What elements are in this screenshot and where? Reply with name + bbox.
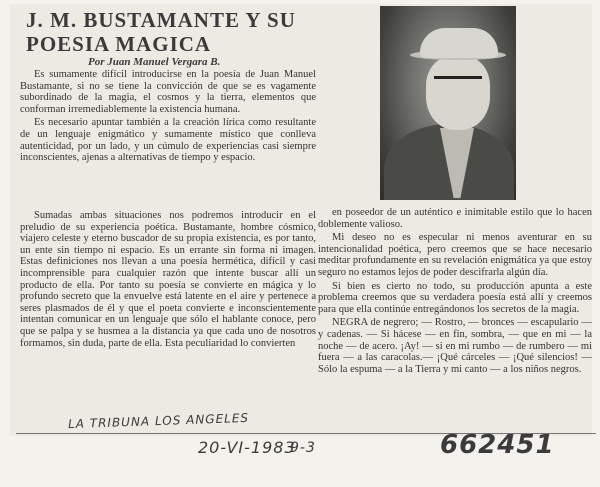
paragraph: en poseedor de un auténtico e inimitable estilo que lo hacen doblemente valioso.: [318, 207, 592, 230]
paragraph: Mi deseo no es especular ni menos aventurar en su intencionalidad poética, pero creemos que se hace necesario meditar profundamente en su revelación enigmática ya que estoy seguro no estamos lejos de poder descifrarla algún día.: [318, 232, 592, 278]
title-line-1: J. M. BUSTAMANTE Y SU: [26, 8, 296, 32]
left-column-bottom: [20, 210, 316, 351]
paragraph: Es sumamente difícil introducirse en la poesía de Juan Manuel Bustamante, si no se tiene la convicción de que se es vagamente subordinado de la magia, el cosmos y la tierra, elementos que conforman irremediablemente la existencia humana.: [20, 69, 316, 115]
left-column-top: [20, 69, 316, 166]
paragraph: Sumadas ambas situaciones nos podremos introducir en el preludio de su experiencia poética. Bustamante, hombre cósmico, viajero celeste y eterno buscador de su propia existencia, es por tanto, un ente sin tiempo ni espacio. Es un errante sin forma ni imagen. Estas definiciones nos llevan a una poesía hermética, difícil y casi incomprensible para cualquier razón que intente buscar allí un producto de ella. Por tanto su poesía se convierte en mágica y lo profundo secreto que la envuelve está latente en el aire y pertenece a seres plasmados de él y que el poeta convierte e inconscientemente intentan comunicar en un lenguaje que sólo el hablante conoce, pero que se palpa y se husmea a la distancia ya que cada uno de nosotros formamos, sin duda, parte de ella. Esta peculiaridad lo convierten: [20, 210, 316, 349]
photo-face-shape: [426, 56, 490, 130]
right-column: [318, 207, 592, 377]
byline: Por Juan Manuel Vergara B.: [88, 56, 221, 68]
article-title: [26, 8, 326, 56]
title-line-2: POESIA MAGICA: [26, 32, 212, 56]
handwritten-catalog-number: 662451: [440, 430, 555, 460]
author-photo: [380, 6, 516, 200]
handwritten-folio: 9-3: [290, 440, 316, 456]
photo-hat-shape: [420, 28, 498, 58]
paragraph: Es necesario apuntar también a la creación lírica como resultante de un lenguaje enigmático y sumamente místico que conlleva autenticidad, por un lado, y un cúmulo de experiencias casi siempre inconscientes, ajenas a alternativas de tiempo y espacio.: [20, 117, 316, 164]
poem-paragraph: NEGRA de negrero; — Rostro, — bronces — escapulario — y cadenas. — Si hácese — en fin, sombra, — que en mi — la noche — de acero. ¡Ay! — si en mi rumbo — de rumbero — mi fuera — a las caracolas.— ¡Qué cárceles — ¡Qué silencios! — Sólo la espuma — a la Tierra y mi canto — a los niños negros.: [318, 317, 592, 375]
photo-glasses-shape: [434, 76, 482, 89]
handwritten-date: 20-VI-1983: [198, 438, 296, 457]
handwritten-source: LA TRIBUNA LOS ANGELES: [67, 410, 250, 432]
paragraph: Si bien es cierto no todo, su producción apunta a este problema creemos que su verdadera poesía está allí y creemos para que ella continúe entregándonos los secretos de la magia.: [318, 280, 592, 315]
